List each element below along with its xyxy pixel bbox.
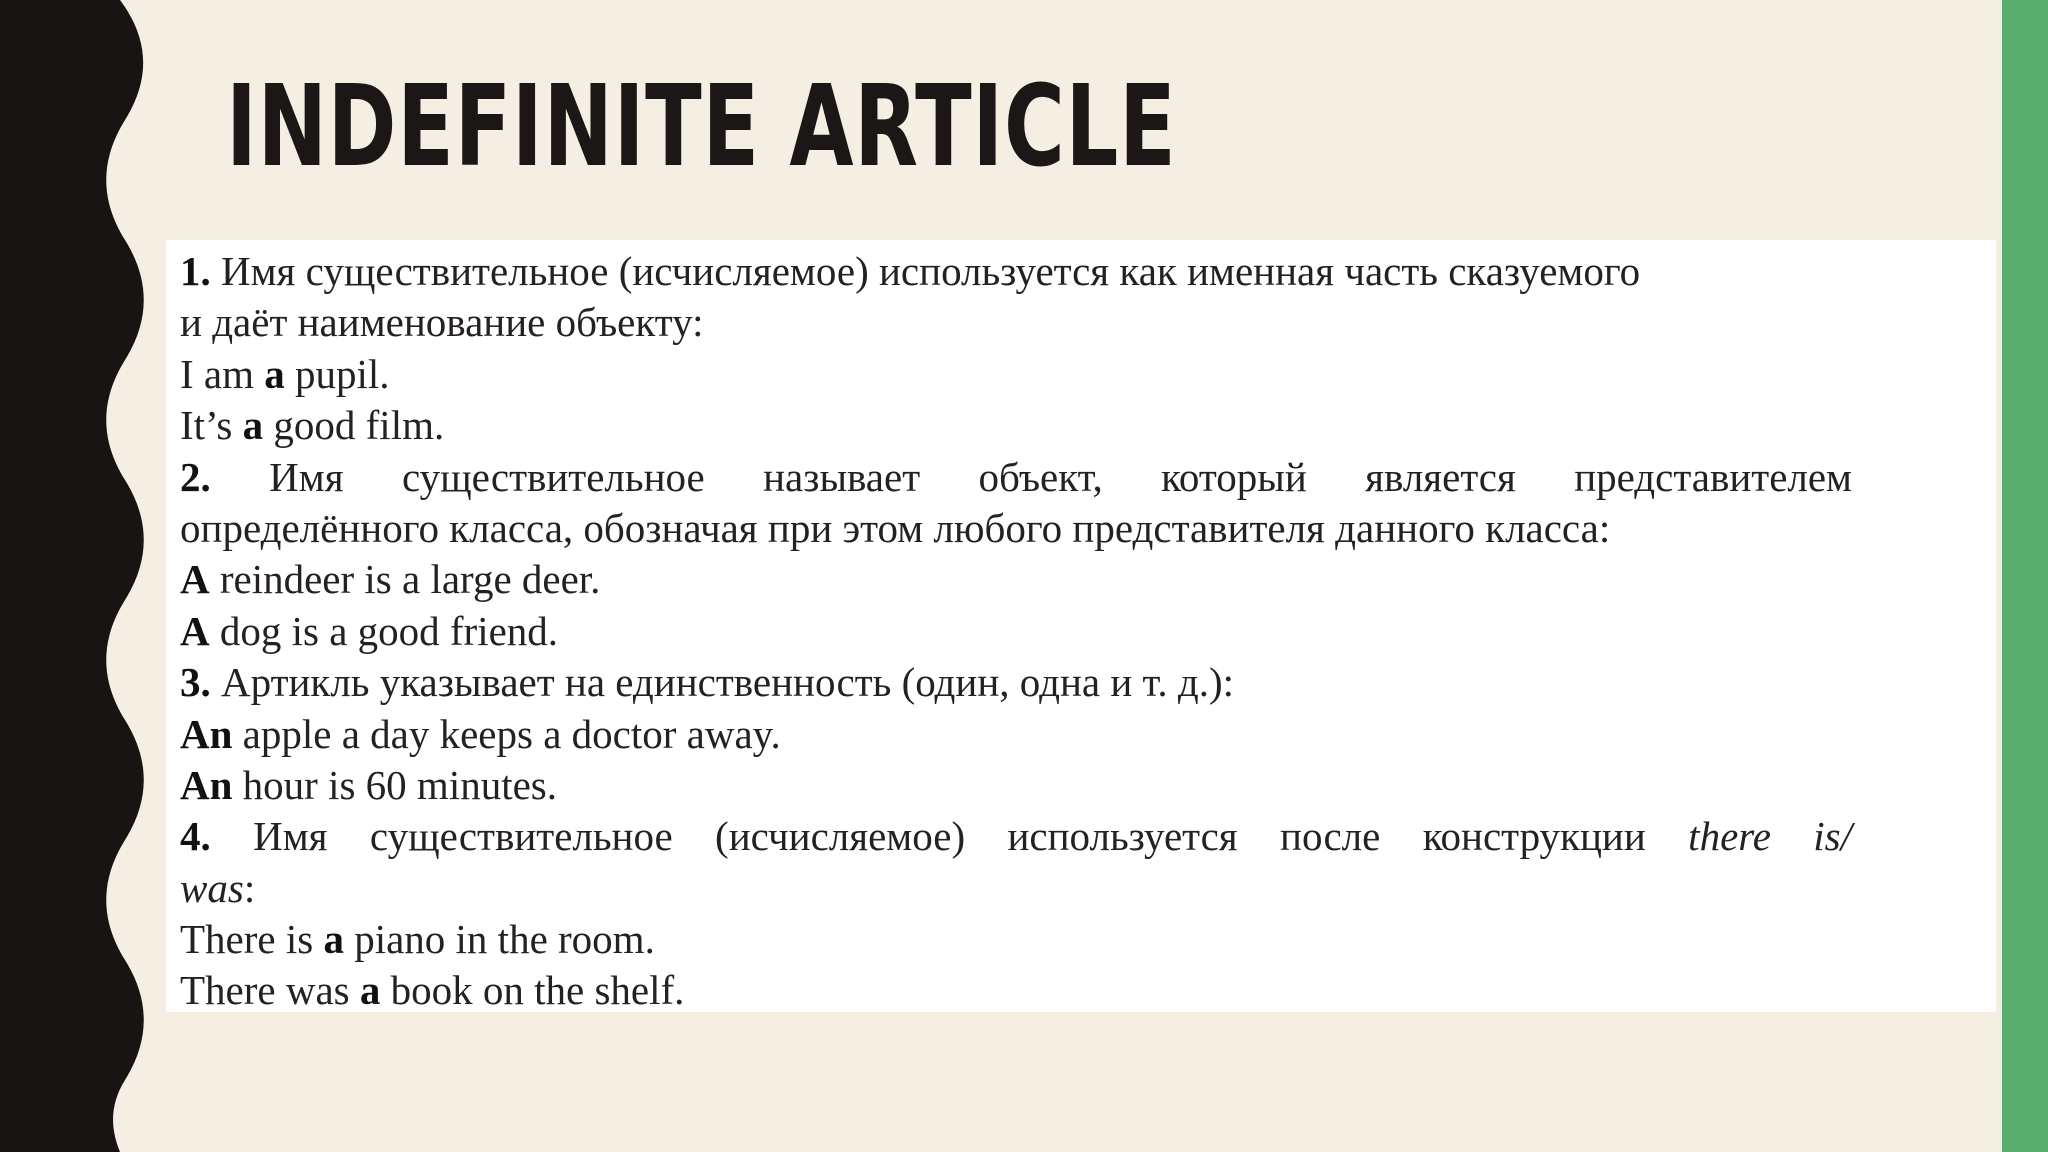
rule-number: 4. <box>180 813 211 860</box>
article: An <box>180 761 233 808</box>
example-line: An hour is 60 minutes. <box>180 761 557 808</box>
italic-phrase: there is/ <box>1688 813 1853 860</box>
rule-number: 2. <box>180 453 211 500</box>
rule-number: 1. <box>180 248 211 294</box>
example-line: A reindeer is a large deer. <box>180 556 601 603</box>
rule-1-line-2 <box>180 297 1852 348</box>
article: a <box>359 967 381 1014</box>
right-accent-bar <box>2002 0 2048 1152</box>
rule-text: Артикль указывает на единственность (один, одна и т. д.): <box>221 659 1235 706</box>
article: A <box>180 607 210 654</box>
article: An <box>180 710 233 757</box>
example-line: I am a pupil. <box>180 350 390 397</box>
rule-2-line-1 <box>180 452 1852 503</box>
rule-text: Имя существительное (исчисляемое) используется как именная часть сказуемого <box>221 248 1641 294</box>
left-wavy-band <box>0 0 160 1152</box>
rules-text <box>180 246 1852 1017</box>
example-line: There is a piano in the room. <box>180 916 655 963</box>
italic-phrase: was <box>180 864 244 911</box>
article: A <box>180 556 210 603</box>
example-line: An apple a day keeps a doctor away. <box>180 710 781 757</box>
rule-4-line-2: was: <box>180 864 256 911</box>
rule-text: определённого класса, обозначая при этом любого представителя данного класса: <box>180 504 1611 551</box>
article: a <box>323 916 344 963</box>
rule-text: Имя существительное называет объект, который является представителем <box>269 453 1852 500</box>
content-box <box>166 240 1996 1012</box>
example-line: It’s a good film. <box>180 402 445 449</box>
rule-number: 3. <box>180 659 211 706</box>
example-line: There was a book on the shelf. <box>180 967 685 1014</box>
example-line: A dog is a good friend. <box>180 607 559 654</box>
rule-text: и даёт наименование объекту: <box>180 299 704 346</box>
slide-title: INDEFINITE ARTICLE <box>226 62 1177 192</box>
rule-4-line-1 <box>180 811 1852 862</box>
rule-2-line-2 <box>180 503 1852 554</box>
article: a <box>264 350 285 397</box>
article: a <box>242 402 264 449</box>
rule-text: Имя существительное (исчисляемое) используется после конструкции <box>253 813 1646 860</box>
rule-1-line-1 <box>180 246 1852 297</box>
rule-3-line-1 <box>180 657 1852 708</box>
